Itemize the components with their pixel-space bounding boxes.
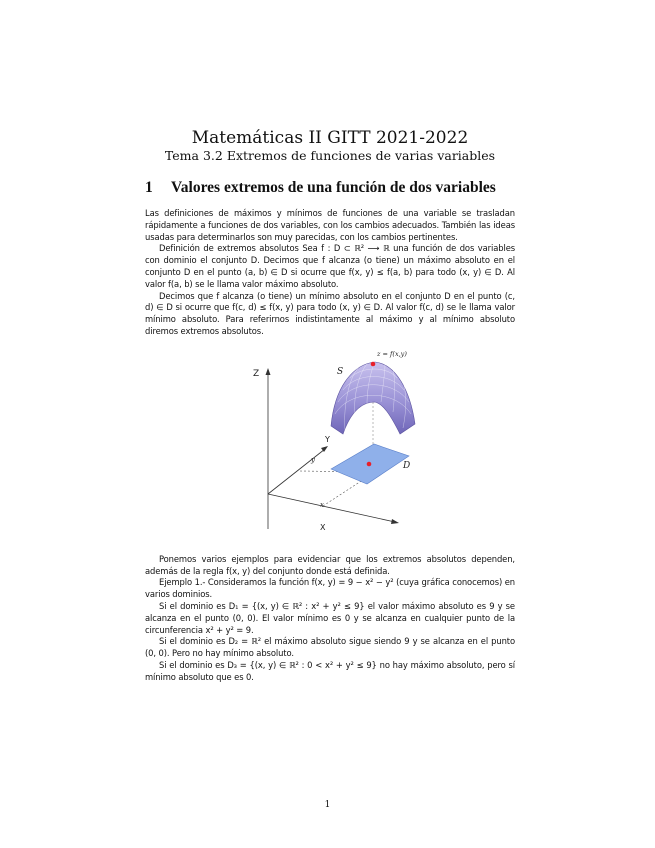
section-title: Valores extremos de una función de dos variables [171,179,496,196]
point-x-label: x [320,500,324,509]
domain-point [367,461,372,466]
example-paragraph [145,577,515,601]
x-axis-arrow [391,519,399,524]
x-axis-label: X [320,522,326,532]
surface-plot [145,344,515,544]
domain-label: D [403,460,411,471]
point-y-label: y [311,455,315,464]
y-axis-label: Y [325,434,330,444]
case-1-paragraph: Si el dominio es D₁ = {(x, y) ∈ ℝ² : x² + y² ≤ 9} el valor máximo absoluto es 9 y se alcanza en el punto (0, 0). El valor mínimo es 0 y se alcanza en cualquier punto de la circunferencia x² + y² = 9. [145,600,515,635]
maximum-point [371,361,376,366]
example-label: Ejemplo 1.- [159,577,206,588]
example-text: Consideramos la función f(x, y) = 9 − x² − y² (cuya gráfica conocemos) en varios dominios. [145,577,516,600]
section-number: 1 [145,179,153,196]
definition-paragraph [145,243,515,290]
examples-intro-paragraph: Ponemos varios ejemplos para evidenciar que los extremos absolutos dependen, además de la regla f(x, y) del conjunto donde está definida. [145,553,515,576]
surface-label: S [337,366,344,377]
function-label: z = f(x,y) [377,349,407,358]
x-axis [268,494,395,522]
definition-text: Sea f : D ⊂ ℝ² ⟶ ℝ una función de dos variables con dominio el conjunto D. Decimos que f alcanza (o tiene) un máximo absoluto en el conjunto D en el punto (a, b) ∈ D si ocurre que f(x, y) ≤ f(a, b) para todo (x, y) ∈ D. Al valor f(a, b) se le llama valor máximo absoluto. [145,243,516,289]
document-title: Matemáticas II GITT 2021-2022 [191,128,469,148]
section-heading [145,178,515,198]
document-subtitle: Tema 3.2 Extremos de funciones de varias variables [164,148,496,163]
z-axis-label: Z [253,368,260,379]
intro-paragraph: Las definiciones de máximos y mínimos de funciones de una variable se trasladan rápidamente a funciones de dos variables, con los cambios adecuados. También las ideas usadas para determinarlos son muy parecidas, con los cambios pertinentes. [145,208,515,242]
minimum-paragraph: Decimos que f alcanza (o tiene) un mínimo absoluto en el conjunto D en el punto (c, d) ∈ D si ocurre que f(c, d) ≤ f(x, y) para todo (x, y) ∈ D. Al valor f(c, d) se le llama valor mínimo absoluto. Para referirnos indistintamente al máximo y al mínimo absoluto diremos extremos absolutos. [145,290,515,336]
page-content [145,128,515,684]
case-2-paragraph: Si el dominio es D₂ = ℝ² el máximo absoluto sigue siendo 9 y se alcanza en el punto (0, 0). Pero no hay mínimo absoluto. [145,636,515,659]
z-axis-arrow [266,368,271,375]
surface-figure [145,344,515,544]
case-3-paragraph: Si el dominio es D₃ = {(x, y) ∈ ℝ² : 0 < x² + y² ≤ 9} no hay máximo absoluto, pero sí mínimo absoluto que es 0. [145,659,515,682]
definition-label: Definición de extremos absolutos [159,243,299,254]
page-number: 1 [324,800,331,810]
